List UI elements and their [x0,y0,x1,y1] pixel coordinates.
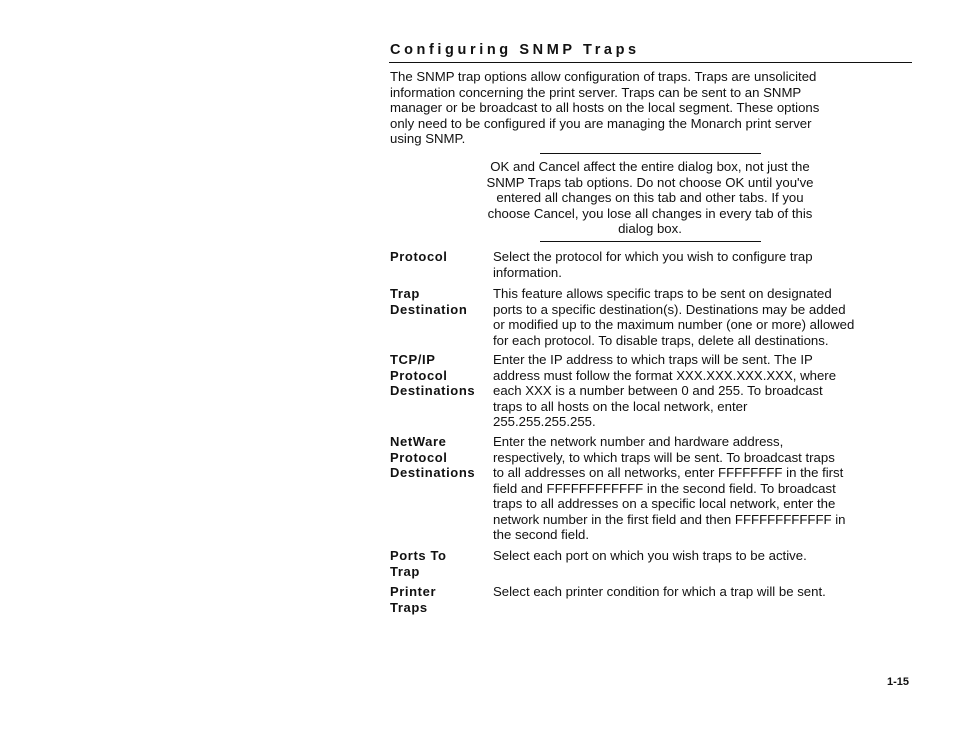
term-line: Printer [390,584,437,599]
page-number: 1-15 [887,676,910,688]
desc-line: Select the protocol for which you wish to configure trap [493,249,813,264]
term-line: Protocol [390,367,448,383]
desc-line: traps to all addresses on a specific local network, enter the [493,496,836,511]
term-line: Protocol [390,449,448,465]
title-underline [389,62,912,63]
desc-line: field and FFFFFFFFFFFF in the second field. To broadcast [493,480,836,496]
desc-line: Select each port on which you wish traps to be active. [493,548,807,563]
term-line: TCP/IP [390,352,436,367]
desc-trap-destination [493,286,913,348]
term-line: Protocol [390,249,448,264]
desc-line: to all addresses on all networks, enter FFFFFFFF in the first [493,465,844,480]
term-trap-destination [390,286,467,317]
intro-line: information concerning the print server. Traps can be sent to an SNMP [390,84,802,100]
note-line: choose Cancel, you lose all changes in every tab of this [487,205,813,221]
desc-line: traps to all hosts on the local network, enter [493,398,748,414]
term-printer-traps [390,584,436,615]
intro-line: The SNMP trap options allow configuration of traps. Traps are unsolicited [390,69,817,84]
note-line: OK and Cancel affect the entire dialog box, not just the [490,159,810,174]
desc-line: for each protocol. To disable traps, delete all destinations. [493,332,829,348]
desc-protocol [493,249,913,280]
term-line: Traps [390,599,428,615]
desc-line: This feature allows specific traps to be sent on designated [493,286,832,301]
desc-line: or modified up to the maximum number (one or more) allowed [493,317,855,332]
note-box [430,159,870,237]
term-netware-protocol-destinations [390,434,475,481]
desc-netware-protocol-destinations [493,434,913,543]
section-title: Configuring SNMP Traps [390,42,640,58]
desc-line: address must follow the format XXX.XXX.XXX.XXX, where [493,367,837,383]
desc-ports-to-trap [493,548,913,564]
term-line: Destination [390,301,468,317]
desc-line: each XXX is a number between 0 and 255. To broadcast [493,383,823,398]
note-bottom-rule [540,241,761,242]
desc-line: Select each printer condition for which a trap will be sent. [493,584,826,599]
note-line: entered all changes on this tab and other tabs. If you [496,190,804,205]
desc-line: ports to a specific destination(s). Destinations may be added [493,301,846,317]
desc-line: information. [493,264,562,280]
desc-printer-traps [493,584,913,600]
desc-line: 255.255.255.255. [493,414,596,429]
desc-line: respectively, to which traps will be sent. To broadcast traps [493,449,835,465]
desc-line: Enter the network number and hardware address, [493,434,784,449]
term-line: Trap [390,286,420,301]
intro-line: manager or be broadcast to all hosts on the local segment. These options [390,100,820,115]
term-line: NetWare [390,434,447,449]
intro-line: using SNMP. [390,131,466,146]
note-line: SNMP Traps tab options. Do not choose OK until you've [486,174,814,190]
term-line: Destinations [390,383,476,398]
desc-line: the second field. [493,527,590,542]
term-line: Destinations [390,465,476,480]
term-protocol [390,249,448,265]
intro-line: only need to be configured if you are managing the Monarch print server [390,115,812,131]
term-ports-to-trap [390,548,447,579]
desc-line: network number in the first field and then FFFFFFFFFFFF in [493,511,846,527]
term-line: Trap [390,563,420,579]
term-tcpip-protocol-destinations [390,352,475,399]
desc-line: Enter the IP address to which traps will be sent. The IP [493,352,813,367]
desc-tcpip-protocol-destinations [493,352,913,430]
note-line: dialog box. [618,221,682,236]
note-top-rule [540,153,761,154]
term-line: Ports To [390,548,447,563]
intro-paragraph [390,69,910,147]
